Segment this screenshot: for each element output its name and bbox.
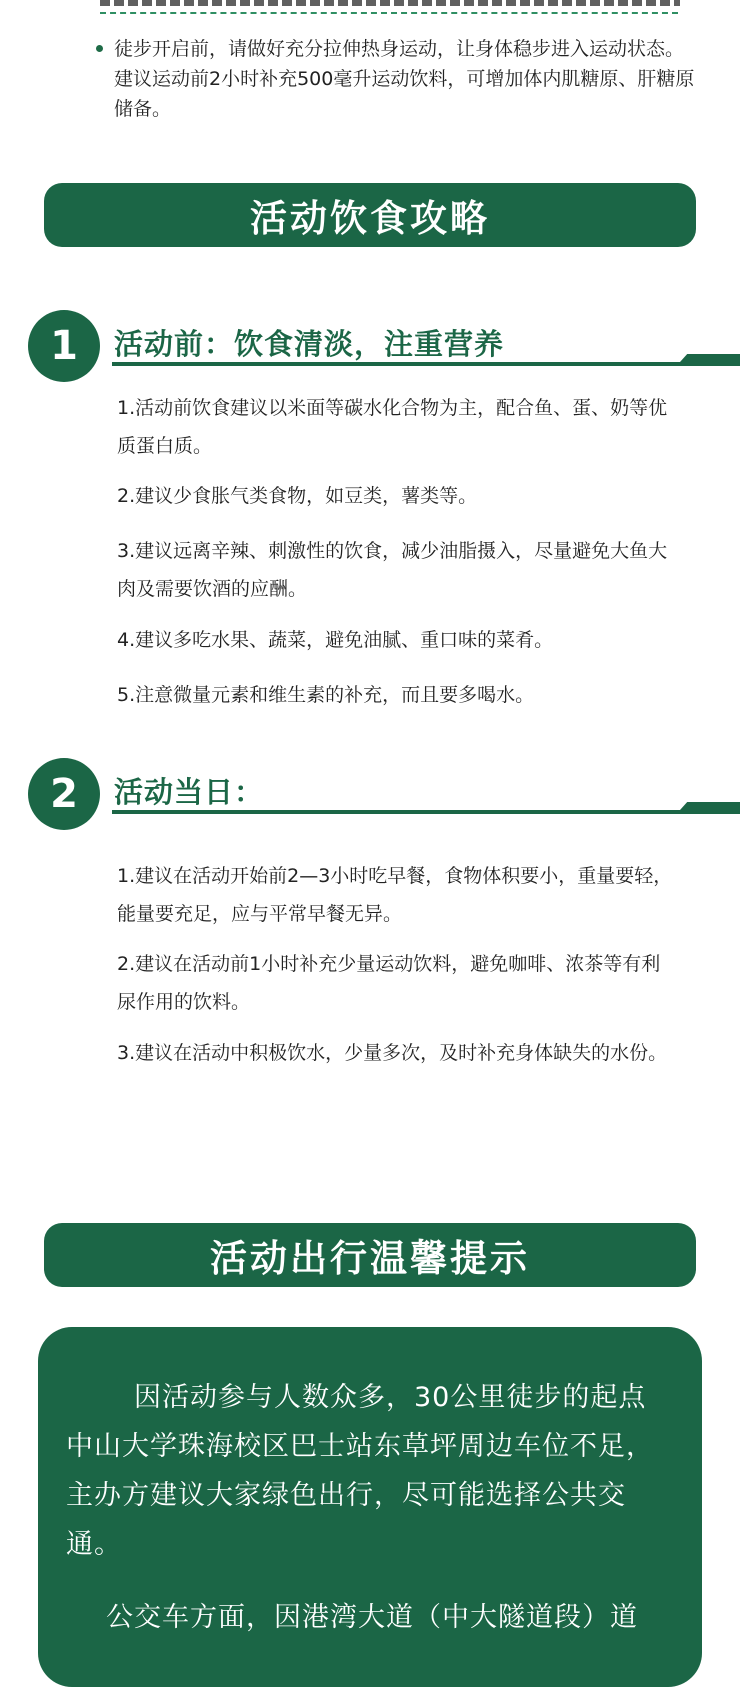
tips-paragraph: [66, 1373, 670, 1569]
banner-diet-guide: 活动饮食攻略: [44, 183, 696, 247]
section-underline-tab: [680, 354, 740, 362]
list-item: 5.注意微量元素和维生素的补充，而且要多喝水。: [117, 684, 535, 706]
tips-paragraph-text: 因活动参与人数众多，30公里徒步的起点中山大学珠海校区巴士站东草坪周边车位不足，主办方建议大家绿色出行，尽可能选择公共交通。: [66, 1382, 654, 1560]
section-underline-tab: [680, 802, 740, 810]
section-title: 活动当日：: [114, 775, 265, 809]
bullet-dot-icon: [96, 45, 103, 52]
intro-text: 徒步开启前，请做好充分拉伸热身运动，让身体稳步进入运动状态。建议运动前2小时补充500毫升运动饮料，可增加体内肌糖原、肝糖原储备。: [114, 38, 695, 120]
section-number-badge: 2: [28, 758, 100, 830]
dashed-divider: [100, 12, 678, 14]
intro-bullet: [96, 34, 696, 124]
list-item: 2.建议少食胀气类食物，如豆类，薯类等。: [117, 485, 478, 507]
list-item: 2.建议在活动前1小时补充少量运动饮料，避免咖啡、浓茶等有利尿作用的饮料。: [117, 953, 661, 1013]
tips-paragraph-text: 公交车方面，因港湾大道（中大隧道段）道: [106, 1602, 638, 1633]
list-item: 1.建议在活动开始前2—3小时吃早餐，食物体积要小，重量要轻，能量要充足，应与平常早餐无异。: [117, 865, 673, 925]
cropped-text-strip: [100, 0, 680, 12]
list-item: 3.建议在活动中积极饮水，少量多次，及时补充身体缺失的水份。: [117, 1042, 668, 1064]
list-item: 4.建议多吃水果、蔬菜，避免油腻、重口味的菜肴。: [117, 629, 554, 651]
list-item: 3.建议远离辛辣、刺激性的饮食，减少油脂摄入，尽量避免大鱼大肉及需要饮酒的应酬。: [117, 540, 668, 600]
list-item: 1.活动前饮食建议以米面等碳水化合物为主，配合鱼、蛋、奶等优质蛋白质。: [117, 397, 668, 457]
section-underline: [112, 810, 740, 814]
banner-travel-tips: 活动出行温馨提示: [44, 1223, 696, 1287]
section-underline: [112, 362, 740, 366]
section-number-badge: 1: [28, 310, 100, 382]
tips-paragraph: [66, 1593, 670, 1642]
section-title: 活动前：饮食清淡，注重营养: [114, 327, 505, 361]
